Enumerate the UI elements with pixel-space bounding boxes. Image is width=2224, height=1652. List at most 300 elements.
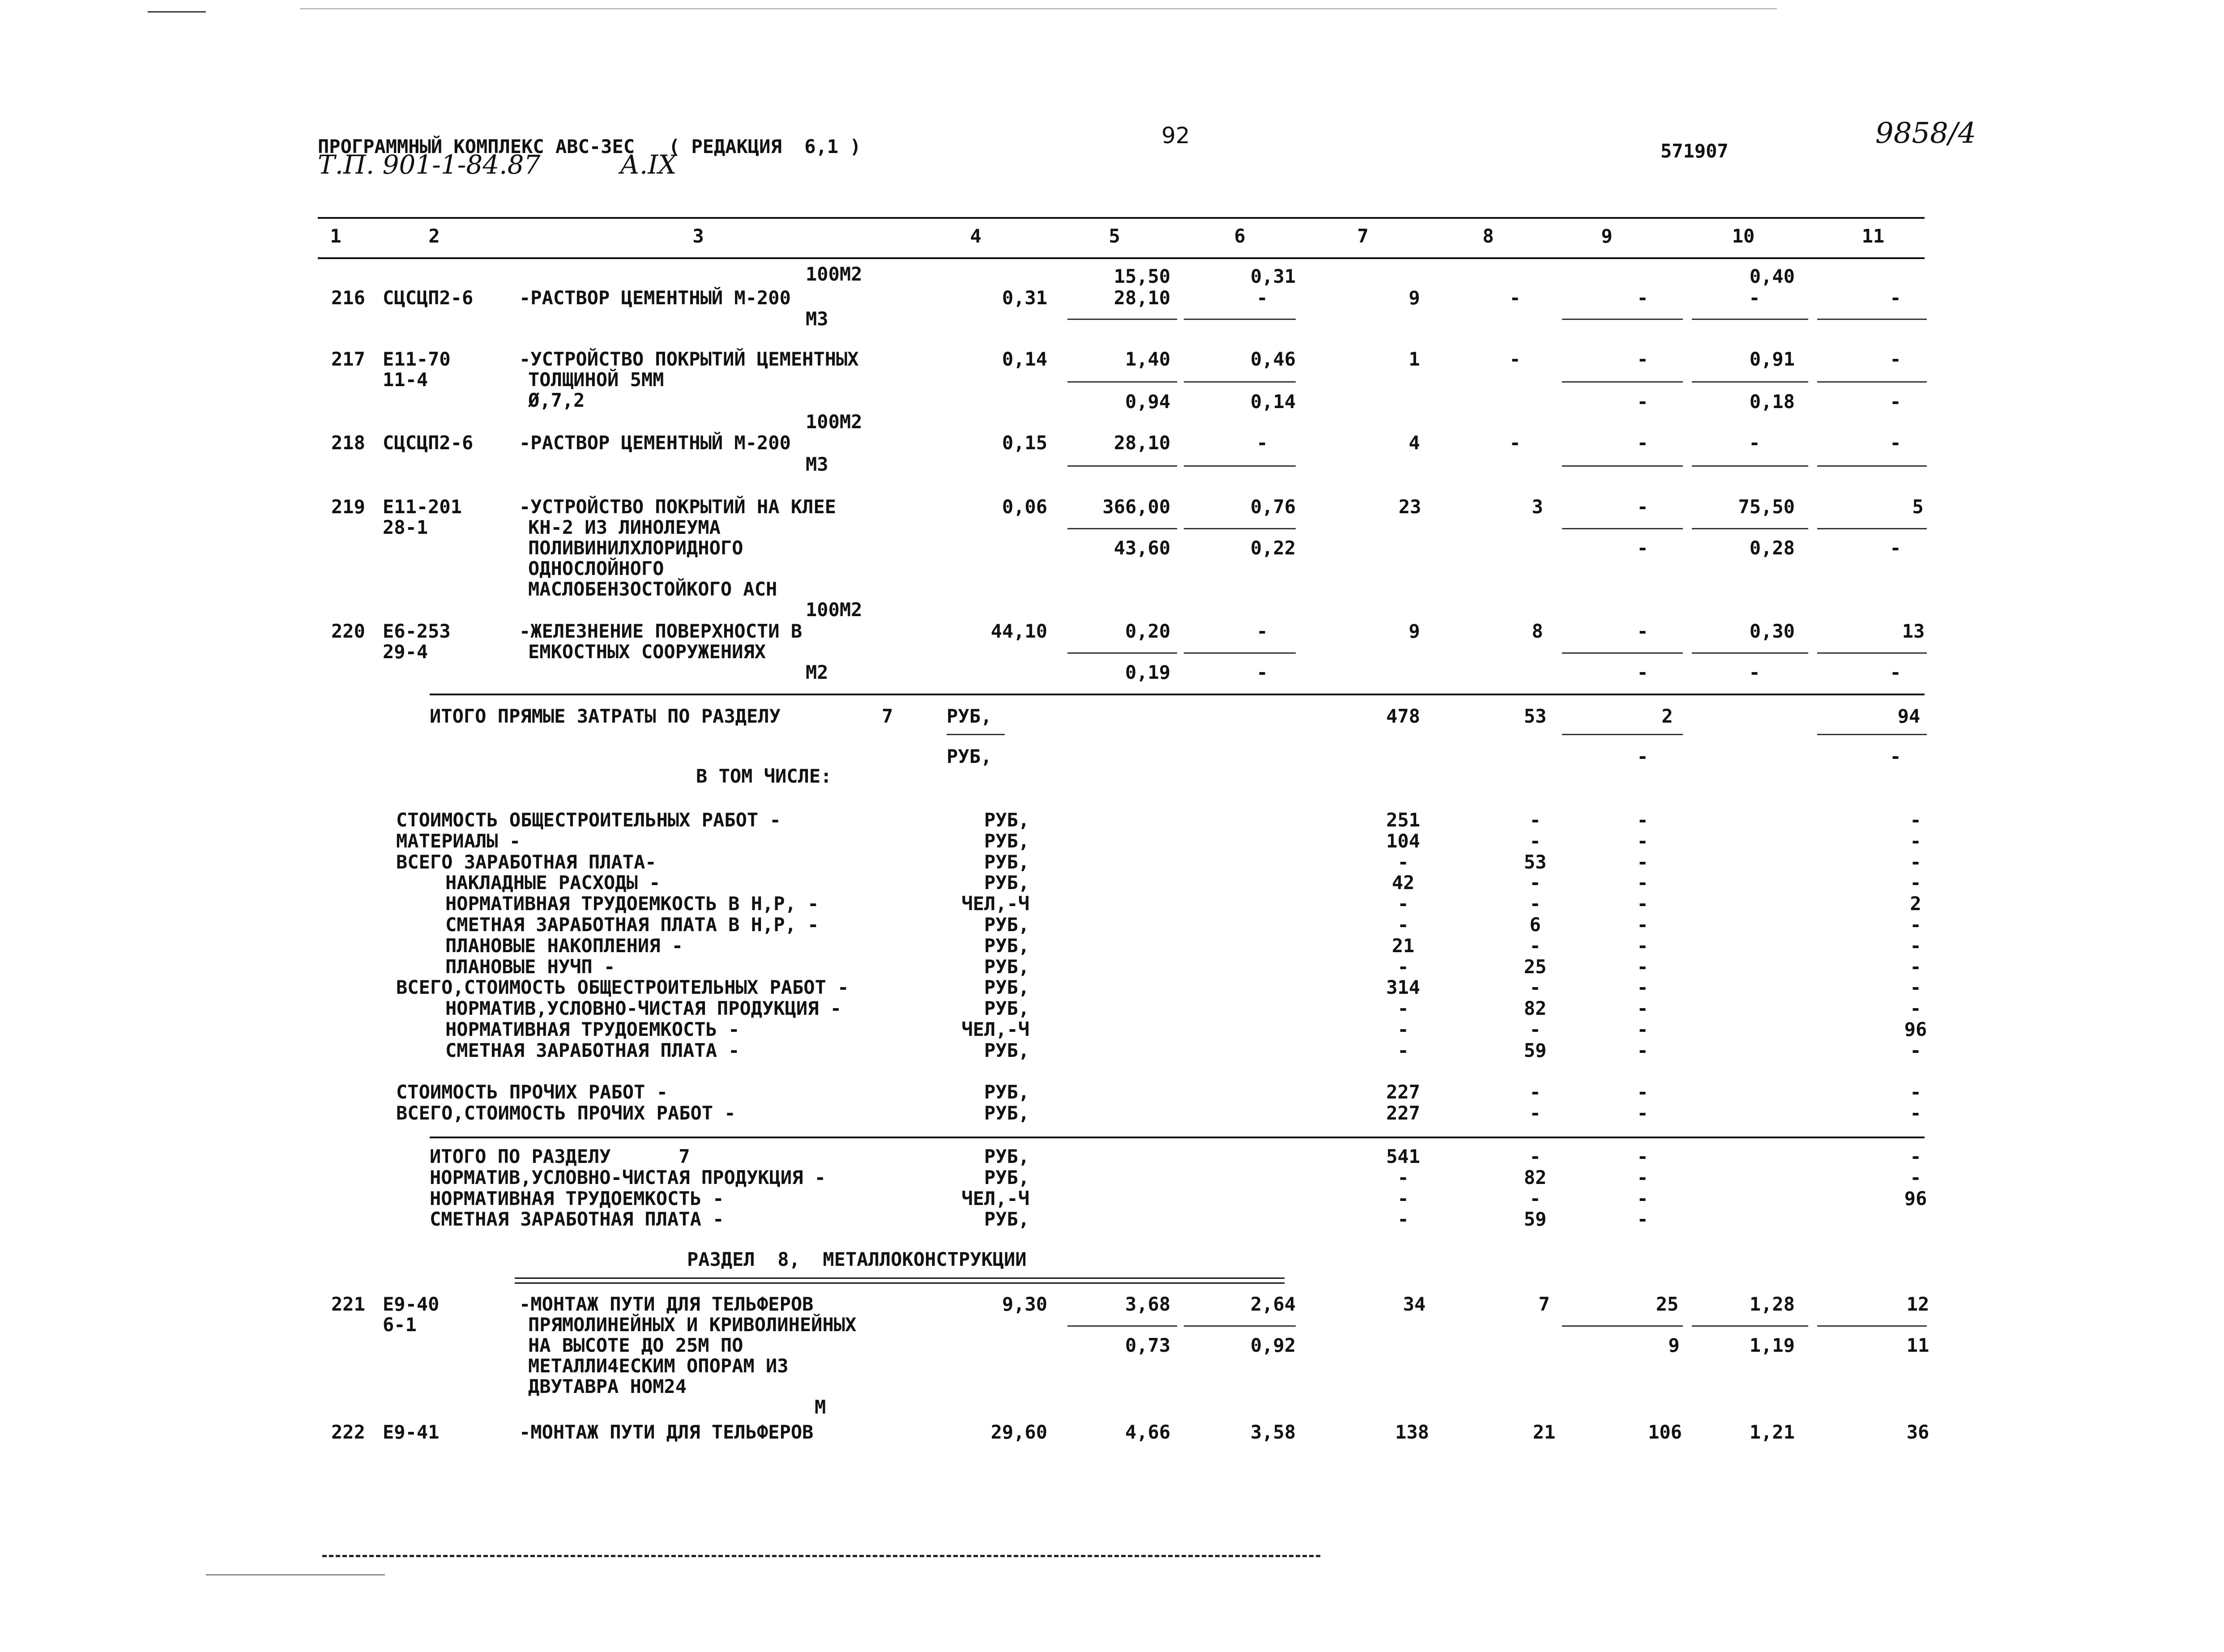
cell-c9: - bbox=[1637, 1145, 1648, 1167]
cell-c8: - bbox=[1529, 1145, 1541, 1167]
cell-c7: - bbox=[1397, 1187, 1409, 1209]
cell-c9: - bbox=[1637, 809, 1648, 831]
col-header-7: 7 bbox=[1357, 225, 1369, 247]
section-number: 7 bbox=[882, 705, 893, 727]
rate-code: Е11-201 bbox=[383, 496, 462, 518]
summary-label: НОРМАТИВНАЯ ТРУДОЕМКОСТЬ - bbox=[445, 1018, 740, 1040]
cell-c8: 53 bbox=[1524, 851, 1547, 873]
cell-c8: 82 bbox=[1524, 1166, 1547, 1188]
cell-c4: 29,60 bbox=[990, 1421, 1047, 1443]
unit-label: РУБ, bbox=[984, 872, 1029, 894]
unit-label: М3 bbox=[806, 453, 828, 475]
cell-c9: - bbox=[1637, 1081, 1648, 1103]
including-label: В ТОМ ЧИСЛЕ: bbox=[696, 765, 832, 787]
unit-label: РУБ, bbox=[984, 809, 1029, 831]
cell-c5: 43,60 bbox=[1114, 537, 1170, 559]
work-description: ПРЯМОЛИНЕЙНЫХ И КРИВОЛИНЕЙНЫХ bbox=[528, 1314, 857, 1336]
unit-label: РУБ, bbox=[984, 934, 1029, 957]
cell-c10: - bbox=[1749, 661, 1760, 683]
cell-c8: 6 bbox=[1529, 914, 1541, 936]
section-8-title: РАЗДЕЛ 8, МЕТАЛЛОКОНСТРУКЦИИ bbox=[687, 1248, 1027, 1270]
cell-c7: 251 bbox=[1386, 809, 1420, 831]
cell-c9: - bbox=[1637, 1208, 1648, 1230]
cell-c7: 104 bbox=[1386, 830, 1420, 852]
cell-c11: - bbox=[1890, 287, 1901, 309]
cell-c9: - bbox=[1637, 914, 1648, 936]
cell-rule bbox=[1692, 652, 1808, 654]
cell-rule bbox=[1562, 652, 1683, 654]
cell-rule bbox=[1692, 528, 1808, 529]
table-header-rule bbox=[318, 257, 1925, 259]
cell-c11: - bbox=[1890, 348, 1901, 370]
cell-c11: - bbox=[1910, 851, 1921, 873]
cell-c8: 59 bbox=[1524, 1208, 1547, 1230]
rate-code-secondary: 28-1 bbox=[383, 516, 428, 538]
cell-c7: 227 bbox=[1386, 1081, 1420, 1103]
work-description: ПОЛИВИНИЛХЛОРИДНОГО bbox=[528, 537, 743, 559]
cell-c5: 15,50 bbox=[1114, 265, 1170, 287]
work-description: Ø,7,2 bbox=[528, 389, 585, 411]
cell-c10: 0,40 bbox=[1749, 265, 1795, 287]
cell-c5: 366,00 bbox=[1102, 496, 1170, 518]
cell-c8: - bbox=[1509, 432, 1521, 454]
cell-c11: - bbox=[1890, 661, 1901, 683]
cell-c4: 0,06 bbox=[1002, 496, 1047, 518]
cell-c4: 0,14 bbox=[1002, 348, 1047, 370]
cell-c8: 25 bbox=[1524, 955, 1547, 978]
cell-c9: - bbox=[1637, 830, 1648, 852]
cell-c7: - bbox=[1397, 1208, 1409, 1230]
cell-c9: - bbox=[1637, 1018, 1648, 1040]
cell-c7: 541 bbox=[1386, 1145, 1420, 1167]
cell-c9: - bbox=[1637, 287, 1648, 309]
cell-c11: 13 bbox=[1902, 620, 1925, 642]
summary-label: НАКЛАДНЫЕ РАСХОДЫ - bbox=[445, 872, 661, 894]
work-description: -ЖЕЛЕЗНЕНИЕ ПОВЕРХНОСТИ В bbox=[519, 620, 803, 642]
summary-label: НОРМАТИВ,УСЛОВНО-ЧИСТАЯ ПРОДУКЦИЯ - bbox=[445, 997, 842, 1020]
cell-c8: - bbox=[1529, 1081, 1541, 1103]
cell-rule bbox=[1184, 1325, 1296, 1327]
col-header-11: 11 bbox=[1861, 225, 1885, 247]
cell-c11: - bbox=[1910, 914, 1921, 936]
cell-c9: - bbox=[1637, 976, 1648, 999]
summary-label: ПЛАНОВЫЕ НУЧП - bbox=[445, 955, 615, 978]
cell-c9: - bbox=[1637, 872, 1648, 894]
rate-code-secondary: 11-4 bbox=[383, 369, 428, 391]
cell-c10: 0,18 bbox=[1749, 391, 1795, 413]
row-number: 219 bbox=[331, 496, 365, 518]
cell-c8: 7 bbox=[1538, 1293, 1550, 1315]
cell-rule bbox=[1562, 734, 1683, 735]
cell-c7: - bbox=[1397, 955, 1409, 978]
cell-c10: 0,30 bbox=[1749, 620, 1795, 642]
cell-c10: - bbox=[1749, 432, 1760, 454]
cell-c8: - bbox=[1529, 893, 1541, 915]
cell-c7: 1 bbox=[1409, 348, 1420, 370]
cell-c5: 4,66 bbox=[1125, 1421, 1170, 1443]
work-description: -РАСТВОР ЦЕМЕНТНЫЙ М-200 bbox=[519, 287, 791, 309]
cell-c9: 2 bbox=[1661, 705, 1673, 727]
col-header-8: 8 bbox=[1482, 225, 1494, 247]
cell-c9: - bbox=[1637, 1102, 1648, 1124]
cell-c11: - bbox=[1910, 830, 1921, 852]
total-label: ИТОГО ПРЯМЫЕ ЗАТРАТЫ ПО РАЗДЕЛУ bbox=[430, 705, 781, 727]
cell-c11: - bbox=[1910, 1166, 1921, 1188]
cell-c10: 1,19 bbox=[1749, 1334, 1795, 1356]
cell-c7: 314 bbox=[1386, 976, 1420, 999]
col-header-3: 3 bbox=[692, 225, 704, 247]
cell-c4: 44,10 bbox=[990, 620, 1047, 642]
unit-label: РУБ, bbox=[984, 1039, 1029, 1061]
row-number: 221 bbox=[331, 1293, 365, 1315]
cell-c6: 2,64 bbox=[1250, 1293, 1296, 1315]
summary-label: СМЕТНАЯ ЗАРАБОТНАЯ ПЛАТА В Н,Р, - bbox=[445, 914, 819, 936]
unit-label: РУБ, bbox=[984, 955, 1029, 978]
cell-c11: - bbox=[1910, 1039, 1921, 1061]
section-title-underline bbox=[515, 1277, 1285, 1284]
cell-c7: 9 bbox=[1409, 620, 1420, 642]
cell-c4: 0,31 bbox=[1002, 287, 1047, 309]
cell-c6: 0,92 bbox=[1250, 1334, 1296, 1356]
cell-c10: 75,50 bbox=[1738, 496, 1795, 518]
cell-rule bbox=[1067, 528, 1177, 529]
cell-rule bbox=[1692, 381, 1808, 383]
cell-c10: 0,28 bbox=[1749, 537, 1795, 559]
cell-c11: 96 bbox=[1904, 1187, 1927, 1209]
cell-c8: 59 bbox=[1524, 1039, 1547, 1061]
unit-label: М3 bbox=[806, 308, 828, 330]
col-header-10: 10 bbox=[1732, 225, 1755, 247]
cell-c7: 34 bbox=[1403, 1293, 1426, 1315]
cell-c5: 28,10 bbox=[1114, 432, 1170, 454]
cell-rule bbox=[1817, 652, 1927, 654]
cell-c7: 138 bbox=[1395, 1421, 1429, 1443]
cell-rule bbox=[1817, 1325, 1927, 1327]
page-number: 92 bbox=[1161, 123, 1190, 149]
scan-edge-mark bbox=[148, 11, 206, 13]
scan-edge-mark bbox=[206, 1574, 385, 1575]
cell-c9: 106 bbox=[1648, 1421, 1682, 1443]
cell-c6: - bbox=[1256, 287, 1268, 309]
cell-c9: - bbox=[1637, 745, 1648, 767]
cell-c9: - bbox=[1637, 997, 1648, 1020]
unit-label: РУБ, bbox=[984, 1145, 1029, 1167]
unit-label: РУБ, bbox=[947, 705, 992, 727]
cell-c9: - bbox=[1637, 391, 1648, 413]
rate-code-secondary: 29-4 bbox=[383, 641, 428, 663]
cell-c5: 0,73 bbox=[1125, 1334, 1170, 1356]
cell-c7: - bbox=[1397, 914, 1409, 936]
cell-c6: - bbox=[1256, 620, 1268, 642]
cell-rule bbox=[1184, 465, 1296, 467]
handwritten-tp-number: Т.П. 901-1-84.87 bbox=[318, 149, 541, 180]
rate-code: Е11-70 bbox=[383, 348, 451, 370]
cell-c10: 1,21 bbox=[1749, 1421, 1795, 1443]
cell-c8: - bbox=[1529, 872, 1541, 894]
unit-label: РУБ, bbox=[984, 1102, 1029, 1124]
cell-c6: 0,46 bbox=[1250, 348, 1296, 370]
cell-c11: - bbox=[1910, 955, 1921, 978]
cell-c7: 4 bbox=[1409, 432, 1420, 454]
cell-c8: 21 bbox=[1532, 1421, 1556, 1443]
rate-code: Е6-253 bbox=[383, 620, 451, 642]
rate-code: СЦСЦП2-6 bbox=[383, 287, 474, 309]
cell-c9: - bbox=[1637, 1039, 1648, 1061]
summary-label: СТОИМОСТЬ ОБЩЕСТРОИТЕЛЬНЫХ РАБОТ - bbox=[396, 809, 781, 831]
cell-c8: 3 bbox=[1532, 496, 1543, 518]
section-total-rule bbox=[430, 1137, 1925, 1138]
cell-c9: - bbox=[1637, 496, 1648, 518]
cell-rule bbox=[1562, 381, 1683, 383]
cell-rule bbox=[1067, 652, 1177, 654]
work-description: -УСТРОЙСТВО ПОКРЫТИЙ НА КЛЕЕ bbox=[519, 496, 837, 518]
cell-c9: - bbox=[1637, 432, 1648, 454]
cell-rule bbox=[1184, 381, 1296, 383]
cell-c8: - bbox=[1509, 348, 1521, 370]
cell-c7: - bbox=[1397, 1039, 1409, 1061]
cell-c7: - bbox=[1397, 1166, 1409, 1188]
cell-c6: 0,31 bbox=[1250, 265, 1296, 287]
row-number: 220 bbox=[331, 620, 365, 642]
cell-c9: - bbox=[1637, 955, 1648, 978]
work-description: ДВУТАВРА НОМ24 bbox=[528, 1375, 687, 1397]
cell-rule bbox=[947, 734, 1005, 735]
cell-c11: - bbox=[1910, 1081, 1921, 1103]
cell-c11: 96 bbox=[1904, 1018, 1927, 1040]
summary-label: СТОИМОСТЬ ПРОЧИХ РАБОТ - bbox=[396, 1081, 668, 1103]
cell-c5: 0,20 bbox=[1125, 620, 1170, 642]
cell-c6: - bbox=[1256, 661, 1268, 683]
work-description: -МОНТАЖ ПУТИ ДЛЯ ТЕЛЬФЕРОВ bbox=[519, 1421, 814, 1443]
work-description: -МОНТАЖ ПУТИ ДЛЯ ТЕЛЬФЕРОВ bbox=[519, 1293, 814, 1315]
cell-c8: - bbox=[1529, 976, 1541, 999]
unit-label: РУБ, bbox=[984, 1166, 1029, 1188]
unit-label: ЧЕЛ,-Ч bbox=[961, 893, 1029, 915]
row-number: 216 bbox=[331, 287, 365, 309]
cell-c6: 0,22 bbox=[1250, 537, 1296, 559]
cell-c8: - bbox=[1529, 1102, 1541, 1124]
cell-c8: - bbox=[1529, 934, 1541, 957]
cell-c6: 0,14 bbox=[1250, 391, 1296, 413]
rate-code: Е9-41 bbox=[383, 1421, 440, 1443]
work-description: -РАСТВОР ЦЕМЕНТНЫЙ М-200 bbox=[519, 432, 791, 454]
cell-c5: 0,94 bbox=[1125, 391, 1170, 413]
work-description: ЕМКОСТНЫХ СООРУЖЕНИЯХ bbox=[528, 641, 766, 663]
cell-c5: 1,40 bbox=[1125, 348, 1170, 370]
unit-label: РУБ, bbox=[984, 851, 1029, 873]
row-number: 218 bbox=[331, 432, 365, 454]
unit-label: РУБ, bbox=[984, 997, 1029, 1020]
unit-label: 100М2 bbox=[806, 599, 862, 621]
cell-rule bbox=[1067, 1325, 1177, 1327]
cell-rule bbox=[1184, 528, 1296, 529]
cell-c11: - bbox=[1910, 809, 1921, 831]
summary-label: НОРМАТИВ,УСЛОВНО-ЧИСТАЯ ПРОДУКЦИЯ - bbox=[430, 1166, 826, 1188]
cell-rule bbox=[1184, 652, 1296, 654]
cell-rule bbox=[1817, 381, 1927, 383]
summary-label: ВСЕГО ЗАРАБОТНАЯ ПЛАТА- bbox=[396, 851, 657, 873]
cell-c11: - bbox=[1890, 537, 1901, 559]
summary-label: МАТЕРИАЛЫ - bbox=[396, 830, 521, 852]
work-description: КН-2 ИЗ ЛИНОЛЕУМА bbox=[528, 516, 721, 538]
handwritten-album: А.IX bbox=[620, 149, 677, 180]
cell-c11: - bbox=[1910, 976, 1921, 999]
cell-c10: - bbox=[1749, 287, 1760, 309]
cell-c5: 0,19 bbox=[1125, 661, 1170, 683]
summary-label: СМЕТНАЯ ЗАРАБОТНАЯ ПЛАТА - bbox=[445, 1039, 740, 1061]
cell-c5: 3,68 bbox=[1125, 1293, 1170, 1315]
summary-label: СМЕТНАЯ ЗАРАБОТНАЯ ПЛАТА - bbox=[430, 1208, 724, 1230]
cell-c9: - bbox=[1637, 537, 1648, 559]
unit-label: РУБ, bbox=[984, 1208, 1029, 1230]
cell-rule bbox=[1067, 381, 1177, 383]
rate-code: Е9-40 bbox=[383, 1293, 440, 1315]
cell-c7: 227 bbox=[1386, 1102, 1420, 1124]
cell-c8: - bbox=[1529, 830, 1541, 852]
rate-code-secondary: 6-1 bbox=[383, 1314, 417, 1336]
cell-rule bbox=[1562, 528, 1683, 529]
cell-c10: 1,28 bbox=[1749, 1293, 1795, 1315]
cell-c9: 9 bbox=[1668, 1334, 1680, 1356]
cell-c11: - bbox=[1890, 391, 1901, 413]
work-description: МАСЛОБЕНЗОСТОЙКОГО АСН bbox=[528, 578, 777, 600]
cell-c9: - bbox=[1637, 893, 1648, 915]
unit-label: М2 bbox=[806, 661, 828, 683]
cell-c11: 5 bbox=[1912, 496, 1924, 518]
summary-label: ВСЕГО,СТОИМОСТЬ ПРОЧИХ РАБОТ - bbox=[396, 1102, 736, 1124]
row-number: 222 bbox=[331, 1421, 365, 1443]
cell-c11: - bbox=[1890, 432, 1901, 454]
cell-rule bbox=[1067, 319, 1177, 320]
cell-c9: - bbox=[1637, 348, 1648, 370]
cell-c7: 42 bbox=[1392, 872, 1415, 894]
totals-rule bbox=[430, 694, 1925, 695]
cell-rule bbox=[1184, 319, 1296, 320]
cell-c7: - bbox=[1397, 1018, 1409, 1040]
scan-edge-mark bbox=[300, 8, 1777, 9]
work-description: ОДНОСЛОЙНОГО bbox=[528, 558, 664, 579]
cell-c8: - bbox=[1529, 809, 1541, 831]
cell-c8: - bbox=[1529, 1187, 1541, 1209]
cell-c9: - bbox=[1637, 1166, 1648, 1188]
cell-c9: - bbox=[1637, 1187, 1648, 1209]
col-header-2: 2 bbox=[428, 225, 440, 247]
cell-c6: - bbox=[1256, 432, 1268, 454]
cell-c8: 8 bbox=[1532, 620, 1543, 642]
cell-rule bbox=[1817, 319, 1927, 320]
cell-c6: 0,76 bbox=[1250, 496, 1296, 518]
unit-label: РУБ, bbox=[984, 1081, 1029, 1103]
cell-c4: 0,15 bbox=[1002, 432, 1047, 454]
cell-c7: - bbox=[1397, 851, 1409, 873]
cell-rule bbox=[1692, 319, 1808, 320]
cell-c8: 82 bbox=[1524, 997, 1547, 1020]
cell-rule bbox=[1817, 734, 1927, 735]
program-header: ПРОГРАММНЫЙ КОМПЛЕКС АВС-3ЕС ( РЕДАКЦИЯ 6,1 ) bbox=[318, 136, 861, 158]
cell-rule bbox=[1562, 319, 1683, 320]
cell-c9: - bbox=[1637, 661, 1648, 683]
work-description: НА ВЫСОТЕ ДО 25М ПО bbox=[528, 1334, 743, 1356]
cell-c6: 3,58 bbox=[1250, 1421, 1296, 1443]
unit-label: 100М2 bbox=[806, 263, 862, 285]
cell-c7: 23 bbox=[1398, 496, 1421, 518]
cell-c7: 21 bbox=[1392, 934, 1415, 957]
cell-rule bbox=[1562, 1325, 1683, 1327]
cell-c9: - bbox=[1637, 934, 1648, 957]
unit-label: 100М2 bbox=[806, 411, 862, 433]
unit-label: М bbox=[815, 1396, 826, 1418]
cell-c7: - bbox=[1397, 997, 1409, 1020]
unit-label: РУБ, bbox=[984, 830, 1029, 852]
cell-c4: 9,30 bbox=[1002, 1293, 1047, 1315]
col-header-1: 1 bbox=[330, 225, 341, 247]
unit-label: ЧЕЛ,-Ч bbox=[961, 1018, 1029, 1040]
work-description: -УСТРОЙСТВО ПОКРЫТИЙ ЦЕМЕНТНЫХ bbox=[519, 348, 859, 370]
cell-rule bbox=[1562, 465, 1683, 467]
summary-label: НОРМАТИВНАЯ ТРУДОЕМКОСТЬ В Н,Р, - bbox=[445, 893, 819, 915]
summary-label: ПЛАНОВЫЕ НАКОПЛЕНИЯ - bbox=[445, 934, 683, 957]
cell-c11: - bbox=[1910, 872, 1921, 894]
cell-c8: - bbox=[1509, 287, 1521, 309]
unit-label: ЧЕЛ,-Ч bbox=[961, 1187, 1029, 1209]
cell-c7: - bbox=[1397, 893, 1409, 915]
unit-label: РУБ, bbox=[947, 745, 992, 767]
unit-label: РУБ, bbox=[984, 976, 1029, 999]
cell-c7: 478 bbox=[1386, 705, 1420, 727]
cell-c11: 2 bbox=[1910, 893, 1921, 915]
summary-label: ИТОГО ПО РАЗДЕЛУ 7 bbox=[430, 1145, 690, 1167]
unit-label: РУБ, bbox=[984, 914, 1029, 936]
cell-c9: 25 bbox=[1656, 1293, 1679, 1315]
cell-c11: 12 bbox=[1906, 1293, 1929, 1315]
cell-c7: 9 bbox=[1409, 287, 1420, 309]
cell-c11: 36 bbox=[1906, 1421, 1929, 1443]
cell-c11: - bbox=[1910, 997, 1921, 1020]
rate-code: СЦСЦП2-6 bbox=[383, 432, 474, 454]
col-header-9: 9 bbox=[1601, 225, 1613, 247]
bottom-dashed-rule bbox=[322, 1555, 1320, 1557]
cell-c11: 94 bbox=[1897, 705, 1921, 727]
work-description: ТОЛЩИНОЙ 5ММ bbox=[528, 369, 664, 391]
cell-rule bbox=[1817, 528, 1927, 529]
cell-c9: - bbox=[1637, 851, 1648, 873]
cell-c5: 28,10 bbox=[1114, 287, 1170, 309]
cell-rule bbox=[1692, 1325, 1808, 1327]
col-header-6: 6 bbox=[1234, 225, 1246, 247]
row-number: 217 bbox=[331, 348, 365, 370]
cell-rule bbox=[1817, 465, 1927, 467]
cell-c11: - bbox=[1910, 1145, 1921, 1167]
cell-c8: - bbox=[1529, 1018, 1541, 1040]
cell-c11: - bbox=[1910, 1102, 1921, 1124]
cell-c8: 53 bbox=[1524, 705, 1547, 727]
cell-rule bbox=[1067, 465, 1177, 467]
summary-label: НОРМАТИВНАЯ ТРУДОЕМКОСТЬ - bbox=[430, 1187, 724, 1209]
cell-c9: - bbox=[1637, 620, 1648, 642]
col-header-5: 5 bbox=[1109, 225, 1120, 247]
document-code: 571907 bbox=[1661, 140, 1729, 162]
cell-c11: - bbox=[1890, 745, 1901, 767]
table-top-rule bbox=[318, 217, 1925, 219]
cell-c10: 0,91 bbox=[1749, 348, 1795, 370]
handwritten-sheet-number: 9858/4 bbox=[1875, 117, 1976, 150]
col-header-4: 4 bbox=[970, 225, 982, 247]
cell-c11: - bbox=[1910, 934, 1921, 957]
cell-rule bbox=[1692, 465, 1808, 467]
work-description: МЕТАЛЛИ4ЕСКИМ ОПОРАМ ИЗ bbox=[528, 1355, 789, 1377]
cell-c11: 11 bbox=[1906, 1334, 1929, 1356]
summary-label: ВСЕГО,СТОИМОСТЬ ОБЩЕСТРОИТЕЛЬНЫХ РАБОТ - bbox=[396, 976, 849, 999]
